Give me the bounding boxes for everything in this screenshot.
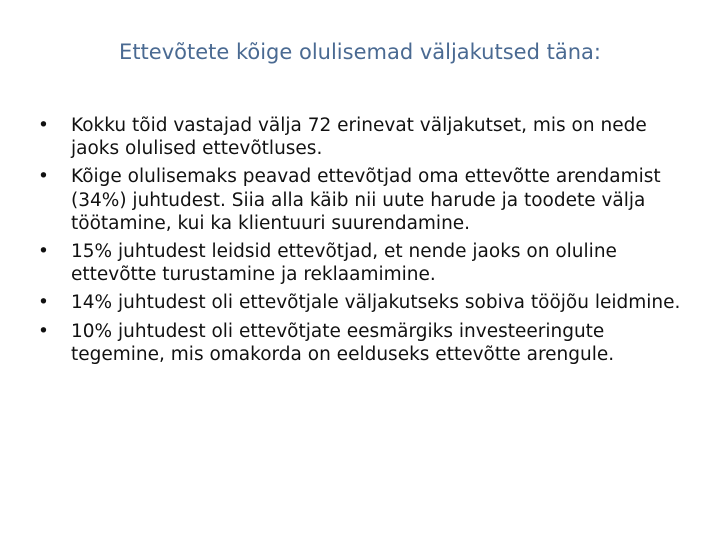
list-item (38, 114, 688, 160)
bullet-text: Kõige olulisemaks peavad ettevõtjad oma ettevõtte arendamist (34%) juhtudest. Siia alla käib nii uute harude ja toodete välja töötamine, kui ka klientuuri suurendamine. (71, 166, 661, 234)
bullet-icon: • (38, 166, 49, 188)
list-item (38, 291, 688, 314)
bullet-icon: • (38, 241, 49, 263)
bullet-list (38, 114, 688, 371)
bullet-text: 15% juhtudest leidsid ettevõtjad, et nende jaoks on oluline ettevõtte turustamine ja reklaamimine. (71, 241, 617, 286)
bullet-text: 14% juhtudest oli ettevõtjale väljakutseks sobiva tööjõu leidmine. (71, 292, 681, 314)
bullet-icon: • (38, 292, 49, 314)
bullet-text: 10% juhtudest oli ettevõtjate eesmärgiks investeeringute tegemine, mis omakorda on eelduseks ettevõtte arengule. (71, 320, 615, 365)
list-item (38, 320, 688, 366)
slide-title: Ettevõtete kõige olulisemad väljakutsed täna: (119, 40, 601, 64)
bullet-icon: • (38, 320, 49, 342)
bullet-text: Kokku tõid vastajad välja 72 erinevat väljakutset, mis on nede jaoks olulised ettevõtluses. (71, 115, 647, 160)
bullet-icon: • (38, 115, 49, 136)
list-item (38, 165, 688, 235)
list-item (38, 240, 688, 286)
